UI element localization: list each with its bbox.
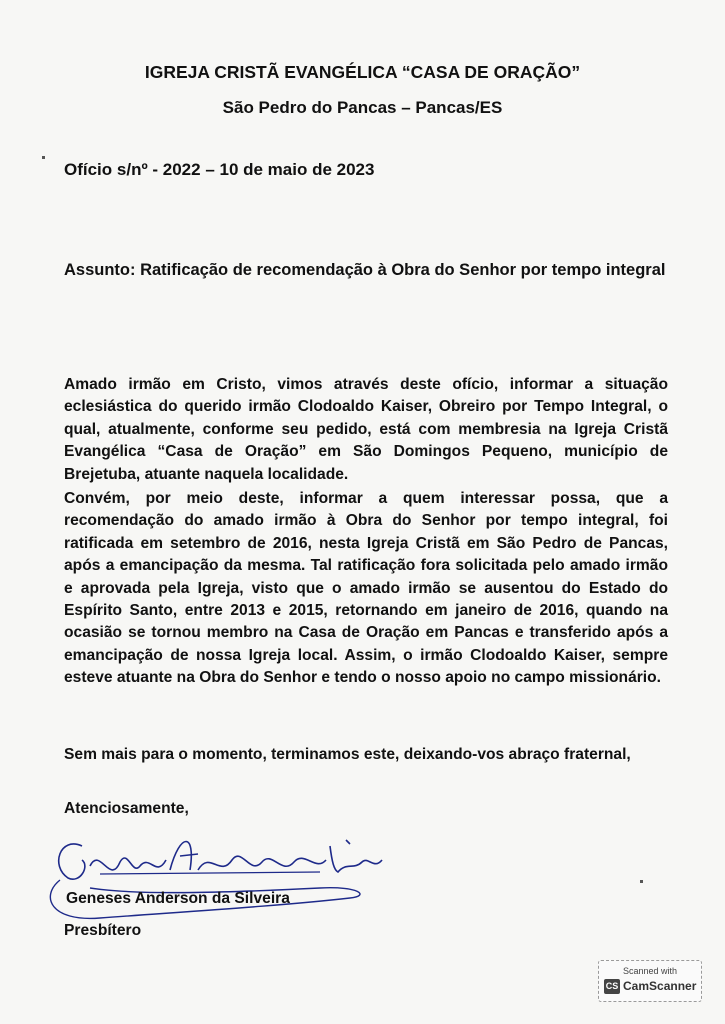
- camscanner-badge: [598, 960, 702, 1002]
- subject-line: Assunto: Ratificação de recomendação à Obra do Senhor por tempo integral: [64, 261, 666, 279]
- scan-speck: [640, 880, 643, 883]
- signer-name: Geneses Anderson da Silveira: [66, 890, 290, 907]
- church-location: São Pedro do Pancas – Pancas/ES: [222, 98, 503, 117]
- scan-speck: [42, 156, 45, 159]
- camscanner-name: CamScanner: [623, 979, 697, 993]
- handwritten-signature: [20, 826, 400, 936]
- body-paragraph-1: Amado irmão em Cristo, vimos através deste ofício, informar a situação eclesiástica do querido irmão Clodoaldo Kaiser, Obreiro por Tempo Integral, o qual, atualmente, conforme seu pedido, está com membresia na Igreja Cristã Evangélica “Casa de Oração” em São Domingos Pequeno, município de Brejetuba, atuante naquela localidade.: [64, 376, 668, 483]
- oficio-line: Ofício s/nº - 2022 – 10 de maio de 2023: [64, 160, 375, 179]
- closing-line: Sem mais para o momento, terminamos este, deixando-vos abraço fraternal,: [64, 746, 631, 763]
- body-paragraph-2: Convém, por meio deste, informar a quem interessar possa, que a recomendação do amado irmão à Obra do Senhor por tempo integral, foi ratificada em setembro de 2016, nesta Igreja Cristã em São Pedro de Pancas, após a emancipação da mesma. Tal ratificação fora solicitada pelo amado irmão e aprovada pela Igreja, visto que o amado irmão se ausentou do Estado do Espírito Santo, entre 2013 e 2015, retornando em janeiro de 2016, quando na ocasião se tornou membro na Casa de Oração em Pancas e transferido após a emancipação de nossa Igreja local. Assim, o irmão Clodoaldo Kaiser, sempre esteve atuante na Obra do Senhor e tendo o nosso apoio no campo missionário.: [64, 490, 668, 687]
- church-name: IGREJA CRISTÃ EVANGÉLICA “CASA DE ORAÇÃO”: [144, 62, 581, 82]
- regards-line: Atenciosamente,: [64, 800, 189, 817]
- camscanner-logo-icon: CS: [604, 979, 620, 994]
- scanned-with-label: Scanned with: [622, 966, 678, 976]
- signer-role: Presbítero: [64, 922, 142, 939]
